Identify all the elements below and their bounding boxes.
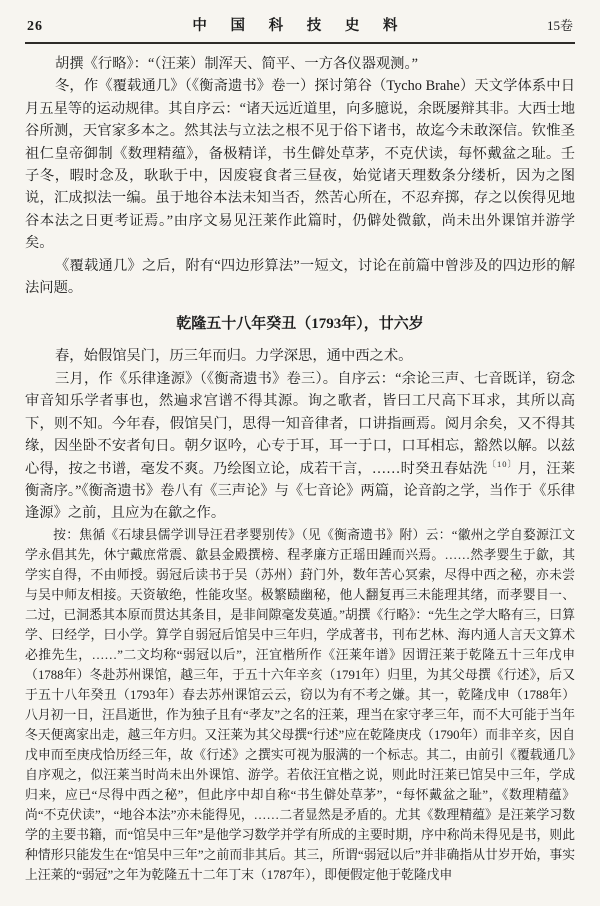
volume-label: 15卷 — [546, 18, 573, 33]
journal-title: 中 国 科 技 史 料 — [192, 18, 408, 34]
paragraph-yuelv-fengyuan-text: 三月，作《乐律逢源》（《衡斋遗书》卷三）。自序云：“余论三声、七音既详，窃念审音知乐学者事也，然遍求宫谱不得其源。询之歌者，皆曰工尺高下耳求，其所以高下，则不知。今年春，假馆吴门，思得一知音律者，口讲指画焉。阅月余矣，又不得其缘，因坐卧不安者旬日。朝夕讴吟，心专于耳，耳一于口，口耳相忘，豁然以解。以兹心得，按之书谱，毫发不爽。乃绘图立论，成若干言，……时癸丑春姑洗 — [25, 370, 575, 477]
paragraph-spring-wumen: 春，始假馆吴门，历三年而归。力学深思，通中西之术。 — [55, 348, 413, 365]
page-body — [25, 53, 575, 885]
running-header — [25, 12, 575, 35]
footnote-reference-10: 〔10〕 — [487, 458, 518, 469]
paragraph-sibianxing: 《覆载通几》之后，附有“四边形算法”一短文，讨论在前篇中曾涉及的四边形的解法问题。 — [25, 257, 575, 297]
page-number: 26 — [27, 19, 43, 34]
header-divider — [25, 42, 575, 44]
paragraph-yuelv-fengyuan-text-cont: 月，汪莱衡斋序。”《衡斋遗书》卷八有《三声论》与《七音论》两篇，论音韵之学，当作于《乐律逢源》之前，且应为在歙之作。 — [25, 460, 576, 522]
paragraph-editor-note-an: 按：焦循《石埭县儒学训导汪君孝婴别传》（见《衡斋遗书》附）云：“徽州之学自婺源江文学永倡其先，休宁戴庶常震、歙县金殿撰榜、程孝廉方正瑶田踵而兴焉。……然孝婴生于歙，其学实自得，不由师授。弱冠后读书于吴（苏州）葑门外，数年苦心冥索，尽得中西之秘，亦未尝与吴中师友相接。天资敏绝，性能攻坚。极繁赜幽秘，他人翻复再三未能理其绪，而孝婴目一、二过，已洞悉其本原而贯达其条目，是非间隙毫发莫遁。”胡撰《行略》：“先生之学大略有三，曰算学、曰经学，曰小学。算学自弱冠后馆吴中三年归，学成著书，刊布艺林、海内通人言天文算术必推先生，……”二文均称“弱冠以后”，汪宜楷所作《汪莱年谱》因谓汪莱于乾隆五十三年戊申（1788年）冬赴苏州课馆，越三年，于五十六年辛亥（1791年）归里，为其父母撰《行述》，后又于五十八年癸丑（1793年）春去苏州课馆云云，窃以为有不考之嫌。其一，乾隆戊申（1788年）八月初一日，汪昌逝世，作为独子且有“孝友”之名的汪莱，理当在家守孝三年，而不大可能于当年冬天便离家出走，越三年方归。又汪莱为其父母撰“行述”应在乾隆庚戌（1790年）而非辛亥，因自戊申而至庚戌恰历经三年，故《行述》之撰实可视为服满的一个标志。其二，由前引《覆载通几》自序观之，似汪莱当时尚未出外课馆、游学。若依汪宜楷之说，则此时汪莱已馆吴中三年，学成归来，应已“尽得中西之秘”，但此序中却自称“书生僻处草茅”，“每怀戴盆之耻”，《数理精蕴》尚“不克伏读”，“地谷本法”亦未能得见，……二者显然是矛盾的。尤其《数理精蕴》是汪莱学习数学的主要书籍，而“馆吴中三年”是他学习数学并学有所成的主要时期，序中称尚未得见是书，则此种情形只能发生在“馆吴中三年”之前而非其后。其三，所谓“弱冠以后”并非确指从廿岁开始，事实上汪莱的“弱冠”之年为乾隆五十二年丁末（1787年），即便假定他于乾隆戊申 — [25, 527, 575, 882]
paragraph-xinglue-quote: 胡撰《行略》：“（汪莱）制浑天、简平、一方各仪器观测。” — [55, 56, 418, 72]
paragraph-fuzai-tongji: 冬，作《覆载通几》（《衡斋遗书》卷一）探讨第谷（Tycho Brahe）天文学体系中日月五星等的运动规律。其自序云：“诸天远近道里，向多臆说，余既屡辩其非。大西士地谷所测，天官家多本之。然其法与立法之根不见于俗下诸书，故迄今未敢深信。钦惟圣祖仁皇帝御制《数理精蕴》，备极精详，书生僻处草茅，不克伏读，每怀戴盆之耻。壬子冬，暇时念及，耿耿于中，因废寝食者三昼夜，始觉诸天理数条分缕析，因为之图说，汇成拟法一编。虽于地谷本法未知当否，然苦心所在，不忍弃掷，存之以俟得见地谷本法之日更考证焉。”由序文易见汪莱作此篇时，仍僻处微歙，尚未出外课馆并游学矣。 — [25, 78, 575, 252]
paragraph-yuelv-fengyuan — [25, 368, 575, 525]
section-heading-qianlong-58: 乾隆五十八年癸丑（1793年），廿六岁 — [176, 316, 424, 333]
